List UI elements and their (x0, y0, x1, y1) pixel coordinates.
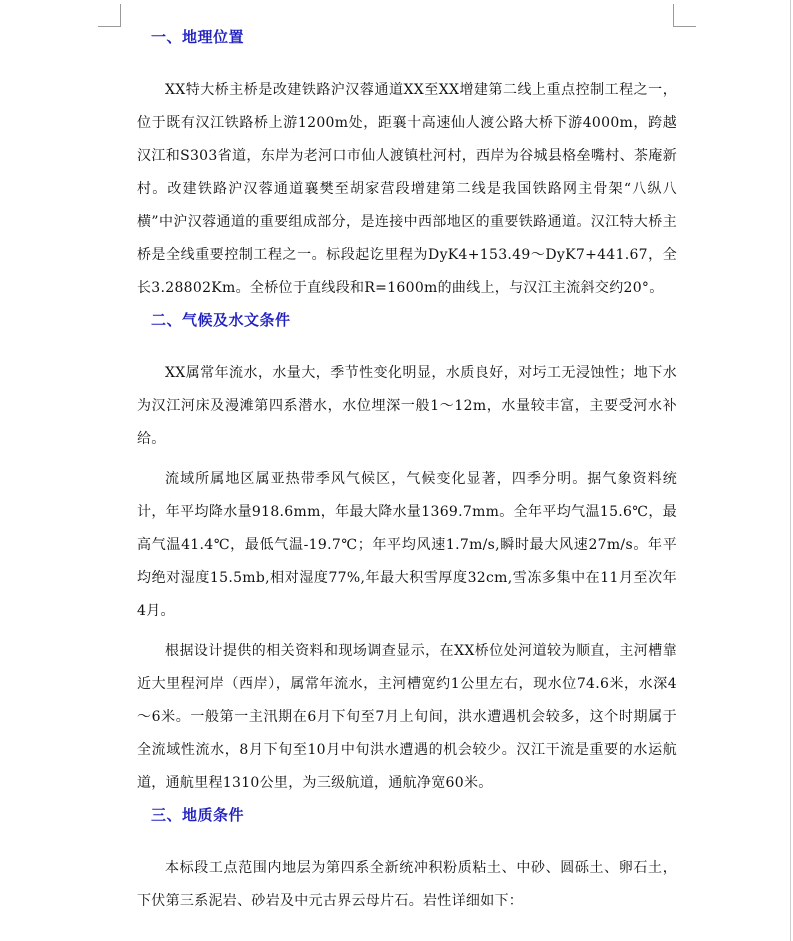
section-heading-location: 一、地理位置 (151, 28, 245, 46)
section-heading-climate-hydrology: 二、气候及水文条件 (151, 311, 291, 329)
page-corner-mark-left (98, 4, 121, 27)
paragraph-hydrology: XX属常年流水，水量大，季节性变化明显，水质良好，对圬工无浸蚀性；地下水为汉江河床及漫滩第四系潜水，水位埋深一般1～12m，水量较丰富，主要受河水补给。 (137, 365, 677, 447)
paragraph-location: XX特大桥主桥是改建铁路沪汉蓉通道XX至XX增建第二线上重点控制工程之一，位于既有汉江铁路桥上游1200m处，距襄十高速仙人渡公路大桥下游4000m，跨越汉江和S303省道，东岸为老河口市仙人渡镇杜河村，西岸为谷城县格垒嘴村、茶庵新村。改建铁路沪汉蓉通道襄樊至胡家营段增建第二线是我国铁路网主骨架“八纵八横”中沪汉蓉通道的重要组成部分，是连接中西部地区的重要铁路通道。汉江特大桥主桥是全线重要控制工程之一。标段起讫里程为DyK4+153.49～DyK7+441.67，全长3.28802Km。全桥位于直线段和R=1600m的曲线上，与汉江主流斜交约20°。 (137, 82, 677, 296)
page-edge-rule (790, 0, 791, 941)
section-heading-geology: 三、地质条件 (151, 806, 245, 824)
document-body (137, 22, 677, 918)
paragraph-geology: 本标段工点范围内地层为第四系全新统冲积粉质粘土、中砂、圆砾土、卵石土，下伏第三系泥岩、砂岩及中元古界云母片石。岩性详细如下： (137, 860, 677, 909)
paragraph-river-survey: 根据设计提供的相关资料和现场调查显示，在XX桥位处河道较为顺直，主河槽靠近大里程河岸（西岸），属常年流水，主河槽宽约1公里左右，现水位74.6米，水深4～6米。一般第一主汛期在6月下旬至7月上旬间，洪水遭遇机会较多，这个时期属于全流域性流水，8月下旬至10月中旬洪水遭遇的机会较少。汉江干流是重要的水运航道，通航里程1310公里，为三级航道，通航净宽60米。 (137, 643, 677, 791)
paragraph-climate: 流域所属地区属亚热带季风气候区，气候变化显著，四季分明。据气象资料统计，年平均降水量918.6mm，年最大降水量1369.7mm。全年平均气温15.6℃，最高气温41.4℃，最低气温-19.7℃；年平均风速1.7m/s,瞬时最大风速27m/s。年平均绝对湿度15.5mb,相对湿度77%,年最大积雪厚度32cm,雪冻多集中在11月至次年4月。 (137, 471, 677, 619)
